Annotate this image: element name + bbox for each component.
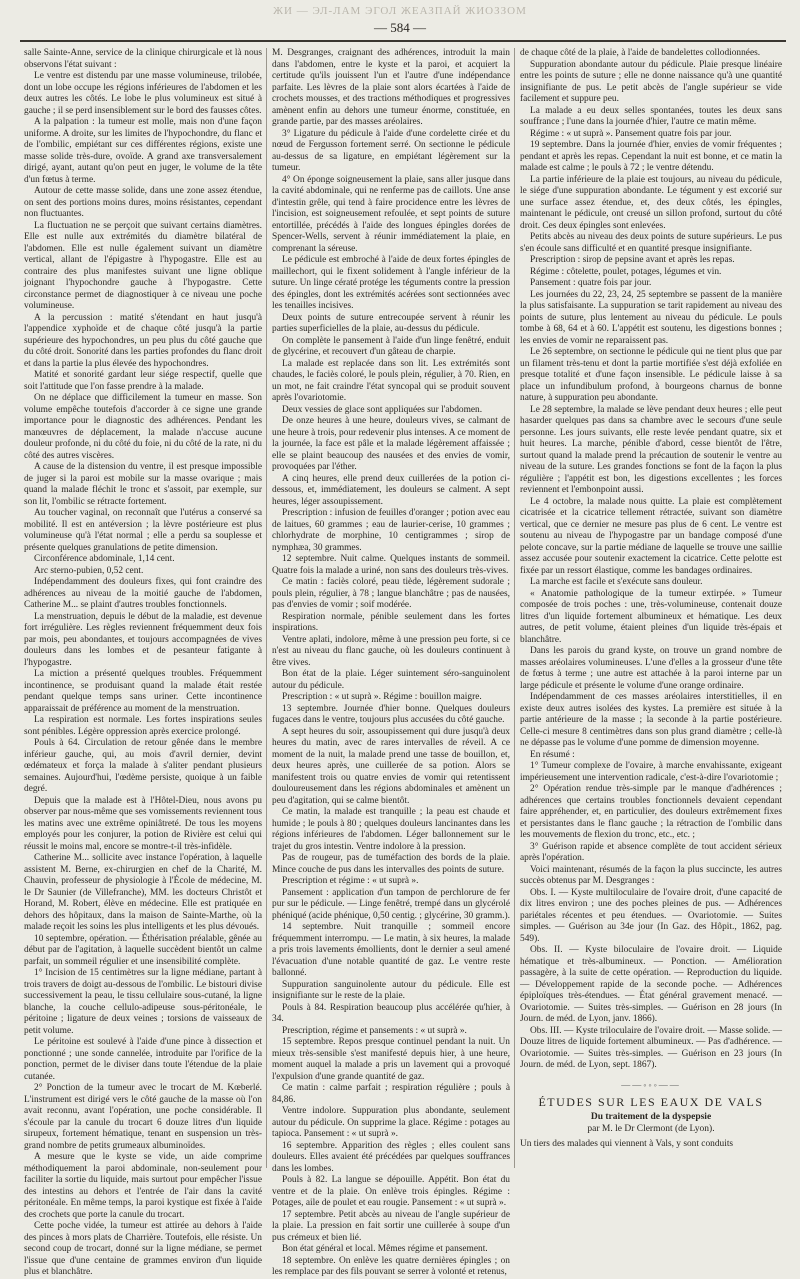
paragraph: Bon état de la plaie. Léger suintement séro-sanguinolent autour du pédicule. <box>272 669 510 691</box>
paragraph: Suppuration abondante autour du pédicule. Plaie presque linéaire entre les points de suture ; elle ne donne naissance qu'à une quantité insignifiante de pus. Le petit abcès de l'angle supérieur se vide facilement et suppure peu. <box>520 59 782 104</box>
paragraph: On ne déplace que difficilement la tumeur en masse. Son volume empêche toutefois d'accorder à ce signe une grande importance pour le diagnostic des adhérences. Pendant les manœuvres de déplacement, la malade n'accuse aucune douleur profonde, ni du côté du foie, ni du côté de la rate, ni du côté des autres viscères. <box>24 393 262 461</box>
paragraph: On complète le pansement à l'aide d'un linge fenêtré, enduit de glycérine, et recouvert d'un gâteau de charpie. <box>272 335 510 357</box>
paragraph: Les journées du 22, 23, 24, 25 septembre se passent de la manière la plus satisfaisante. La suppuration se tarit rapidement au niveau des points de suture, plus lentement au niveau du pédicule. Le pouls tombe à 68, 64 et à 60. L'appétit est soutenu, les digestions bonnes ; les envies de vomir ne reparaissent pas. <box>520 289 782 346</box>
text-column-1 <box>24 48 262 1277</box>
paragraph: A la percussion : matité s'étendant en haut jusqu'à l'appendice xyphoïde et de chaque côté jusqu'à la partie supérieure des hypochondres, un peu plus du côté gauche que du côté droit. Sonorité dans les parties profondes du flanc droit et dans la partie la plus élevée des hypochondres. <box>24 312 262 369</box>
paragraph: Pouls à 84. Respiration beaucoup plus accélérée qu'hier, à 34. <box>272 1002 510 1024</box>
paragraph: La respiration est normale. Les fortes inspirations seules sont pénibles. Légère oppression après exercice prolongé. <box>24 715 262 737</box>
paragraph: A mesure que le kyste se vide, un aide comprime méthodiquement la paroi abdominale, non-seulement pour faciliter la sortie du liquide, mais surtout pour empêcher l'issue des intestins au dehors et l'entrée de l'air dans la cavité péritonéale. En même temps, la paroi kystique est fixée à l'aide des crochets que porte la canule du trocart. <box>24 1152 262 1220</box>
paragraph: Matité et sonorité gardant leur siége respectif, quelle que soit l'attitude que l'on fasse prendre à la malade. <box>24 370 262 392</box>
paragraph: De onze heures à une heure, douleurs vives, se calmant de une heure à trois, pour redevenir plus intenses. A ce moment de la journée, la face est pâle et la malade légèrement affaissée ; elle se plaint beaucoup des nausées et des envies de vomir, provoquées par l'éther. <box>272 416 510 472</box>
paragraph: Prescription, régime et pansements : « ut suprà ». <box>282 1025 467 1036</box>
paragraph: Arc sterno-pubien, 0,52 cent. <box>34 565 144 576</box>
paragraph: A sept heures du soir, assoupissement qui dure jusqu'à deux heures du matin, avec de rares intervalles de réveil. A ce moment de la nuit, la malade prend une tasse de bouillon, et, deux heures après, une cuillerée de sa potion. Alors se manifestent trois ou quatre envies de vomir qui retentissent douloureusement dans les régions abdominales et amènent un peu d'agitation, qui se calme bientôt. <box>272 726 510 806</box>
paragraph: En résumé : <box>530 749 575 760</box>
text-column-3 <box>520 48 782 1176</box>
paragraph: Indépendamment des douleurs fixes, qui font craindre des adhérences au niveau de la moitié gauche de l'abdomen, Catherine M... se plaint d'autres troubles fonctionnels. <box>24 577 262 610</box>
paragraph: Pouls à 64. Circulation de retour gênée dans le membre inférieur gauche, qui, au mois d'avril dernier, devint œdémateux et força la malade à s'aliter pendant plusieurs semaines. Aujourd'hui, l'œdème persiste, quoique à un faible degré. <box>24 738 262 794</box>
paragraph: 1° Incision de 15 centimètres sur la ligne médiane, partant à trois travers de doigt au-dessous de l'ombilic. Le bistouri divise successivement la peau, le tissu cellulaire sous-cutané, la ligne blanche, la couche cellulo-adipeuse sous-péritonéale, le péritoine ; ligature de deux veines ; torsions de vaisseaux de petit volume. <box>24 968 262 1036</box>
paragraph: M. Desgranges, craignant des adhérences, introduit la main dans l'abdomen, entre le kyste et la paroi, et acquiert la certitude qu'ils jouissent l'un et l'autre d'une indépendance parfaite. Les lèvres de la plaie sont alors écartées à l'aide de crochets mousses, et des tractions méthodiques et progressives amènent enfin au dehors une tumeur énorme, constituée, en grande partie, par des masses aréolaires. <box>272 48 510 127</box>
paragraph: 17 septembre. Petit abcès au niveau de l'angle supérieur de la plaie. La pression en fait sortir une cuillerée à soupe d'un pus crémeux et bien lié. <box>272 1209 510 1243</box>
paragraph: Ce matin : faciès coloré, peau tiède, légèrement sudorale ; pouls plein, régulier, à 78 ; langue blanchâtre ; pas de nausées, pas d'envies de vomir ; soif modérée. <box>272 577 510 610</box>
paragraph: Dans les parois du grand kyste, on trouve un grand nombre de masses aréolaires volumineuses. L'une d'elles a la grosseur d'une tête de fœtus à terme ; une autre est attachée à la paroi interne par un large pédicule et présente le volume d'une orange ordinaire. <box>520 646 782 691</box>
paragraph: 12 septembre. Nuit calme. Quelques instants de sommeil. Quatre fois la malade a uriné, non sans des douleurs très-vives. <box>272 554 510 576</box>
paragraph: 1° Tumeur complexe de l'ovaire, à marche envahissante, exigeant impérieusement une intervention radicale, c'est-à-dire l'ovariotomie ; <box>520 761 782 783</box>
paragraph: Deux points de suture entrecoupée servent à réunir les parties superficielles de la plaie, au-dessus du pédicule. <box>272 312 510 334</box>
paragraph: Ce matin : calme parfait ; respiration régulière ; pouls à 84,86. <box>272 1083 510 1105</box>
paragraph: Le ventre est distendu par une masse volumineuse, trilobée, dont un lobe occupe les régions inférieures de l'abdomen et les deux autres les côtés. Le lobe le plus volumineux est situé à gauche ; il se perd insensiblement sur le bord des fausses côtes. <box>24 71 262 116</box>
paragraph: Ventre aplati, indolore, même à une pression peu forte, si ce n'est au niveau du flanc gauche, où les douleurs continuent à être vives. <box>272 634 510 668</box>
paragraph: 10 septembre, opération. — Éthérisation préalable, gênée au début par de l'agitation, à laquelle succèdent bientôt un calme parfait, un sommeil régulier et une insensibilité complète. <box>24 933 262 967</box>
paragraph: Bon état général et local. Mêmes régime et pansement. <box>282 1244 488 1254</box>
paragraph: Le péritoine est soulevé à l'aide d'une pince à dissection et ponctionné ; une sonde cannelée, introduite par l'orifice de la ponction, permet de le diviser dans toute l'étendue de la plaie cutanée. <box>24 1037 262 1082</box>
paragraph: Prescription : « ut suprà ». Régime : bouillon maigre. <box>282 692 482 702</box>
section-subtitle: Du traitement de la dyspepsie <box>590 1111 712 1122</box>
paragraph: 16 septembre. Apparition des règles ; elles coulent sans douleurs. Elles avaient été précédées par quelques souffrances dans les lombes. <box>272 1140 510 1174</box>
paragraph: Pas de rougeur, pas de tuméfaction des bords de la plaie. Mince couche de pus dans les intervalles des points de suture. <box>272 853 510 875</box>
paragraph: de chaque côté de la plaie, à l'aide de bandelettes collodionnées. <box>520 48 761 58</box>
paragraph: 3° Ligature du pédicule à l'aide d'une cordelette cirée et du nœud de Fergusson fortement serré. On sectionne le pédicule au-dessus de sa ligature, en empiétant légèrement sur la tumeur. <box>272 128 510 173</box>
paragraph: La malade est replacée dans son lit. Les extrémités sont chaudes, le faciès coloré, le pouls plein, régulier, à 70. Rien, en un mot, ne fait craindre l'état syncopal qui se produit souvent après l'ovariotomie. <box>272 358 510 403</box>
paragraph: 18 septembre. On enlève les quatre dernières épingles ; on les remplace par des fils pouvant se serrer à volonté et retenus, <box>272 1255 510 1277</box>
paragraph: La menstruation, depuis le début de la maladie, est devenue fort irrégulière. Les règles reviennent fréquemment deux fois par mois, peu abondantes, et toujours accompagnées de vives douleurs dans les lombes et de pesanteur fatigante à l'hypogastre. <box>24 611 262 668</box>
section-separator: ——◦◦◦—— <box>621 1079 681 1090</box>
paragraph: Obs. I. — Kyste multiloculaire de l'ovaire droit, d'une capacité de dix litres environ ; une des poches pleines de pus. — Adhérences pariétales récentes et peu étendues. — Ovariotomie. — Suites simples. — Guérison au 34e jour (In Gaz. des Hôpit., 1862, pag. 549). <box>520 887 782 944</box>
header-rule <box>20 40 786 42</box>
paragraph: 4° On éponge soigneusement la plaie, sans aller jusque dans la cavité abdominale, qui ne renferme pas de caillots. Une anse d'intestin grêle, qui tend à faire procidence entre les lèvres de l'incision, est soigneusement refoulée, et sept points de suture entortillée, précédés à l'aide des longues épingles dorées de Spencer-Wells, servent à réunir immédiatement la plaie, en comprenant la séreuse. <box>272 174 510 254</box>
paragraph: salle Sainte-Anne, service de la clinique chirurgicale et là nous observons l'état suivant : <box>24 48 262 70</box>
paragraph: A cinq heures, elle prend deux cuillerées de la potion ci-dessous, et, immédiatement, les douleurs se calment. A sept heures, léger assoupissement. <box>272 473 510 507</box>
paragraph: Régime : « ut suprà ». Pansement quatre fois par jour. <box>530 128 732 139</box>
paragraph: 14 septembre. Nuit tranquille ; sommeil encore fréquemment interrompu. — Le matin, à six heures, la malade a pris trois lavements émollients, dont le dernier a seul amené l'évacuation d'une notable quantité de gaz. Le ventre reste ballonné. <box>272 922 510 978</box>
paragraph: Depuis que la malade est à l'Hôtel-Dieu, nous avons pu observer par nous-même que ses vomissements reviennent tous les matins avec une extrême opiniâtreté. De tous les moyens employés pour les conjurer, la potion de Rivière est celui qui réussit le moins mal, encore se montre-t-il très-infidèle. <box>24 795 262 852</box>
paragraph: A cause de la distension du ventre, il est presque impossible de juger si la paroi est mobile sur la masse ovarique ; mais quand la malade fléchit le tronc et s'assoit, par exemple, sur son lit, l'ombilic se rétracte fortement. <box>24 462 262 507</box>
paragraph: Respiration normale, pénible seulement dans les fortes inspirations. <box>272 611 510 633</box>
paragraph: 3° Guérison rapide et absence complète de tout accident sérieux après l'opération. <box>520 841 782 863</box>
section-byline: par M. le Dr Clermont (de Lyon). <box>587 1124 715 1134</box>
paragraph: Voici maintenant, résumés de la façon la plus succincte, les autres succès obtenus par M. Desgranges : <box>520 864 782 886</box>
paragraph: Au toucher vaginal, on reconnaît que l'utérus a conservé sa mobilité. Il est en antéversion ; la lèvre postérieure est plus volumineuse qu'à l'état normal ; elle a perdu sa souplesse et présente quelques granulations de petite dimension. <box>24 508 262 553</box>
paragraph: La fluctuation ne se perçoit que suivant certains diamètres. Elle est nulle aux extrémités du diamètre bilatéral de l'abdomen. Elle est nulle également suivant un diamètre vertical, allant de l'épigastre à l'hypogastre. Elle est au contraire des plus manifestes suivant une ligne oblique joignant l'hypochondre gauche à l'hypogastre. Cette circonstance permet de diagnostiquer à ce niveau une poche volumineuse. <box>24 220 262 311</box>
paragraph: Régime : côtelette, poulet, potages, légumes et vin. <box>530 266 722 277</box>
paragraph: 19 septembre. Dans la journée d'hier, envies de vomir fréquentes ; pendant et après les repas. Cependant la nuit est bonne, et ce matin la malade est calme ; le pouls à 72 ; le ventre détendu. <box>520 140 782 173</box>
paragraph: La marche est facile et s'exécute sans douleur. <box>530 577 703 587</box>
paragraph: Circonférence abdominale, 1,14 cent. <box>34 554 175 564</box>
paragraph: Le 4 octobre, la malade nous quitte. La plaie est complètement cicatrisée et la cicatrice tellement rétractée, suivant son diamètre vertical, que ce dernier ne mesure pas plus de 6 cent. Le ventre est soutenu au niveau de l'hypogastre par un bandage composé d'une pelote concave, sur la partie médiane de laquelle se trouve une saillie assez accusée pour soutenir exactement la cicatrice. Cette pelotte est fixée par un ressort élastique, comme les bandages ordinaires. <box>520 496 782 576</box>
paragraph: Obs. II. — Kyste biloculaire de l'ovaire droit. — Liquide hématique et très-albumineux. — Ponction. — Amélioration passagère, à la suite de cette opération. — Reproduction du liquide. — Développement rapide de la seconde poche. — Adhérences épiploïques très-étendues. — État général gravement menacé. — Ovariotomie. — Suites très-simples. — Guérison en 28 jours (In Journ. de méd. de Lyon, janv. 1866). <box>520 945 782 1024</box>
paragraph: Catherine M... sollicite avec instance l'opération, à laquelle assistent M. Berne, ex-chirurgien en chef de la Charité, M. Chauvin, professeur de physiologie à l'École de médecine, M. le Dr Saunier (de Villefranche), MM. les docteurs Christôt et Horand, M. Robert, élève en médecine. Elle est pratiquée en dehors des hôpitaux, dans la maison de Sainte-Marthe, où la malade reçoit les soins les plus intelligents et les plus dévoués. <box>24 853 262 932</box>
paragraph: Suppuration sanguinolente autour du pédicule. Elle est insignifiante sur le reste de la plaie. <box>272 979 510 1001</box>
paragraph: Ventre indolore. Suppuration plus abondante, seulement autour du pédicule. On supprime la glace. Régime : potages au tapioca. Pansement : « ut suprà ». <box>272 1106 510 1139</box>
article-continuation <box>520 48 782 1072</box>
paragraph: Deux vessies de glace sont appliquées sur l'abdomen. <box>282 404 483 415</box>
paragraph: Ce matin, la malade est tranquille ; la peau est chaude et humide ; le pouls à 80 ; quelques douleurs lancinantes dans les régions inférieures de l'abdomen. Léger ballonnement sur le trajet du gros intestin. Ventre indolore à la pression. <box>272 807 510 852</box>
paragraph: Pouls à 82. La langue se dépouille. Appétit. Bon état du ventre et de la plaie. On enlève trois épingles. Régime : Potages, aile de poulet et eau rougie. Pansement : « ut suprà ». <box>272 1175 510 1208</box>
paragraph: Le pédicule est embroché à l'aide de deux fortes épingles de maillechort, qui le fixent solidement à l'angle inférieur de la suture. Un linge cératé protége les téguments contre la pression des épingles, dont les extrémités acérées sont sectionnées avec les tenailles incisives. <box>272 255 510 311</box>
paragraph: La partie inférieure de la plaie est toujours, au niveau du pédicule, le siége d'une suppuration abondante. Le tégument y est excorié sur une surface assez étendue, et, des deux côtés, les épingles, maintenant le pédicule, ont creusé un sillon profond, surtout du côté droit. Ces deux épingles sont enlevées. <box>520 174 782 231</box>
column-divider <box>266 48 267 1168</box>
paragraph: Indépendamment de ces masses aréolaires interstitielles, il en existe deux autres isolées des kystes. La première est située à la partie antérieure de la masse ; la seconde à la partie postérieure. Celle-ci mesure 8 centimètres dans son plus grand diamètre ; celle-là ne dépasse pas le volume d'une pomme de dimension moyenne. <box>520 692 782 748</box>
paragraph: Prescription : infusion de feuilles d'oranger ; potion avec eau de laitues, 60 grammes ; eau de laurier-cerise, 10 grammes ; chlorhydrate de morphine, 10 centigrammes ; sirop de nymphæa, 30 grammes. <box>272 508 510 553</box>
paragraph: Le 28 septembre, la malade se lève pendant deux heures ; elle peut hasarder quelques pas dans sa chambre avec le secours d'une seule personne. Les jours suivants, elle reste levée pendant quatre, six et huit heures. La marche, pénible d'abord, cesse bientôt de l'être, surtout quand la malade prend la précaution de soutenir le ventre au niveau de la suture. Les grandes fonctions se font de la façon la plus régulière ; l'appétit est bon, les digestions excellentes ; les forces reviennent et l'embonpoint aussi. <box>520 404 782 495</box>
paragraph: 2° Opération rendue très-simple par le manque d'adhérences ; adhérences que certains troubles fonctionnels devaient cependant faire appréhender, et, en particulier, des douleurs extrêmement fixes et persistantes dans le flanc gauche ; la rétraction de l'ombilic dans les mouvements de flexion du tronc, etc., etc. ; <box>520 784 782 840</box>
paragraph: La malade a eu deux selles spontanées, toutes les deux sans souffrance ; l'une dans la journée d'hier, l'autre ce matin même. <box>520 105 782 127</box>
paragraph: Prescription : sirop de pepsine avant et après les repas. <box>530 255 735 265</box>
paragraph: Obs. III. — Kyste triloculaire de l'ovaire droit. — Masse solide. — Douze litres de liquide fortement albumineux. — Pas d'adhérence. — Ovariotomie. — Suites très-simples. — Guérison en 23 jours (In Journ. de méd. de Lyon, sept. 1867). <box>520 1025 782 1070</box>
paragraph: Autour de cette masse solide, dans une zone assez étendue, on sent des portions moins dures, moins résistantes, cependant non fluctuantes. <box>24 186 262 219</box>
section-title: ÉTUDES SUR LES EAUX DE VALS <box>538 1095 764 1109</box>
paragraph: Cette poche vidée, la tumeur est attirée au dehors à l'aide des pinces à mors plats de Charrière. Toutefois, elle résiste. Un second coup de trocart, donné sur la ligne médiane, se permet l'issue que d'une centaine de grammes environ d'un liquide plus et blanchâtre. <box>24 1221 262 1277</box>
paragraph: Pansement : application d'un tampon de perchlorure de fer pur sur le pédicule. — Linge fenêtré, trempé dans un glycérolé phéniqué (acide phénique, 0,50 centig. ; glycérine, 30 gramm.). <box>272 887 510 921</box>
paragraph: La miction a présenté quelques troubles. Fréquemment incontinence, se produisant quand la malade était restée pendant quelque temps sans uriner. Cette incontinence apparaissait de préférence au moment de la menstruation. <box>24 669 262 714</box>
paragraph: Le 26 septembre, on sectionne le pédicule qui ne tient plus que par un filament très-tenu et dont la partie mortifiée s'est déjà exfoliée en presque totalité et d'une façon insensible. Le pédicule laisse à sa place un infundibulum profond, à bourgeons charnus de bonne nature, à suppuration peu abondante. <box>520 347 782 403</box>
column-divider <box>514 48 515 1168</box>
paragraph: 2° Ponction de la tumeur avec le trocart de M. Kœberlé. L'instrument est dirigé vers le côté gauche de la masse où l'on avait reconnu, avant l'opération, une poche considérable. Il s'écoule par la canule du trocart 6 douze litres d'un liquide sirupeux, fortement hématique, tenant en suspension un très-grand nombre de petits grumeaux albuminoïdes. <box>24 1083 262 1151</box>
bleed-through-text: ЖИ — ЭЛ-ЛАМ ЭГОЛ ЖЕАЗПАЙ ЖИОЗЗОМ <box>273 5 527 17</box>
paragraph: Pansement : quatre fois par jour. <box>530 278 652 288</box>
paragraph: A la palpation : la tumeur est molle, mais non d'une façon uniforme. A droite, sur les limites de l'hypochondre, du flanc et de l'ombilic, empiétant sur ces différentes régions, existe une masse solide très-dure, ovoïde. A grand axe transversalement dirigé, ayant, autant qu'on peut en juger, le volume de la tête d'un fœtus à terme. <box>24 117 262 185</box>
section-first-line: Un tiers des malades qui viennent à Vals, y sont conduits <box>520 1138 734 1149</box>
paragraph: « Anatomie pathologique de la tumeur extirpée. » Tumeur composée de trois poches : une, très-volumineuse, contenait douze litres d'un liquide fortement albumineux et hématique. Les deux autres, de petit volume, étaient pleines d'un liquide très-épais et blanchâtre. <box>520 588 782 645</box>
paragraph: Petits abcès au niveau des deux points de suture supérieurs. Le pus s'en écoule sans difficulté et en quantité presque insignifiante. <box>520 232 782 254</box>
text-column-2 <box>272 48 510 1277</box>
paragraph: 13 septembre. Journée d'hier bonne. Quelques douleurs fugaces dans le ventre, toujours plus accusées du côté gauche. <box>272 703 510 725</box>
paragraph: 15 septembre. Repos presque continuel pendant la nuit. Un mieux très-sensible s'est manifesté depuis hier, à une heure, moment auquel la malade a pris un lavement qui a provoqué l'expulsion d'une grande quantité de gaz. <box>272 1037 510 1082</box>
paragraph: Prescription et régime : « ut suprà ». <box>282 876 419 886</box>
page-number: — 584 — <box>374 20 426 35</box>
